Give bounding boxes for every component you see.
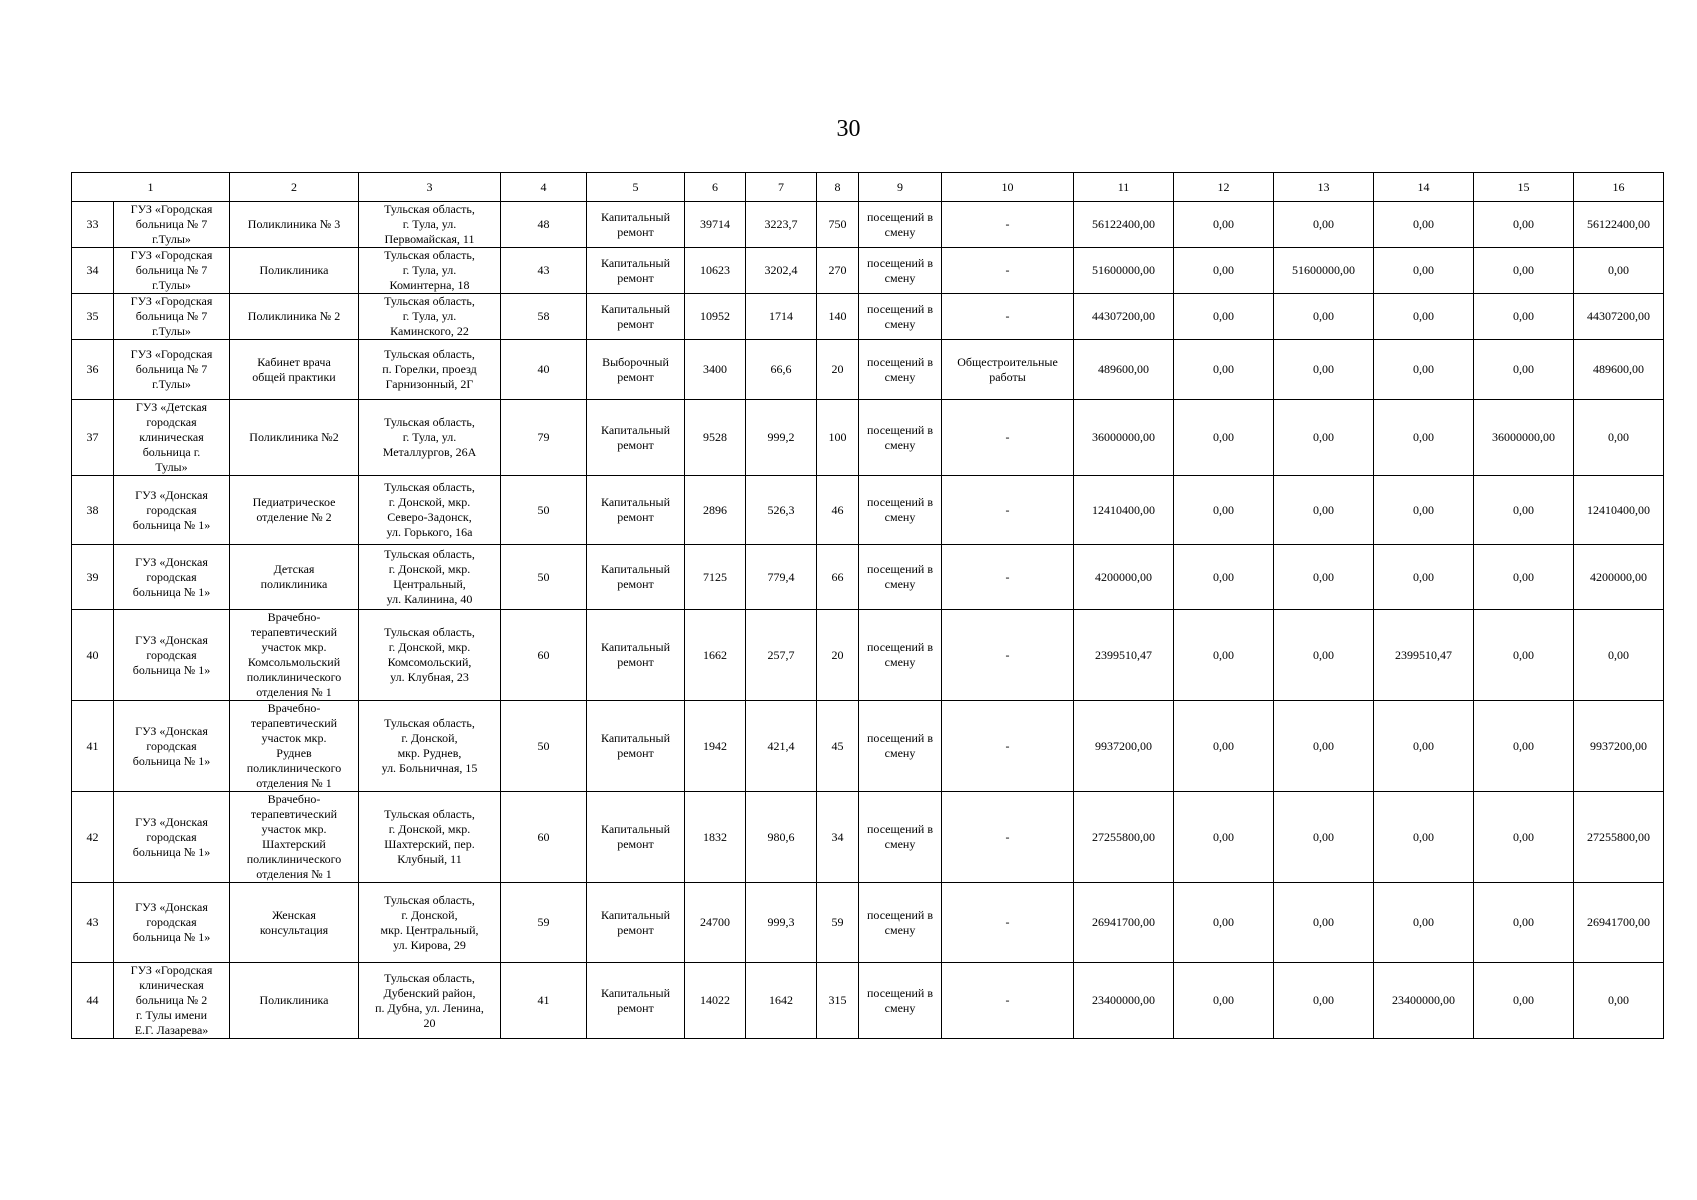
- table-cell: посещений в смену: [859, 294, 942, 340]
- table-row: [72, 610, 1664, 701]
- table-cell: -: [942, 476, 1074, 545]
- table-cell: 3400: [685, 340, 746, 400]
- table-cell: 50: [501, 476, 587, 545]
- table-cell: 0,00: [1374, 294, 1474, 340]
- column-header: 9: [859, 173, 942, 202]
- table-cell: 26941700,00: [1574, 883, 1664, 963]
- table-cell: 39714: [685, 202, 746, 248]
- table-body: [72, 173, 1664, 1039]
- table-cell: Капитальный ремонт: [587, 400, 685, 476]
- table-cell: 0,00: [1374, 476, 1474, 545]
- table-cell: 23400000,00: [1374, 963, 1474, 1039]
- table-cell: 0,00: [1274, 202, 1374, 248]
- table-cell: 0,00: [1474, 963, 1574, 1039]
- table-cell: 0,00: [1474, 476, 1574, 545]
- table-cell: Общестроительные работы: [942, 340, 1074, 400]
- table-cell: 7125: [685, 545, 746, 610]
- table-cell: посещений в смену: [859, 340, 942, 400]
- table-cell: 3223,7: [746, 202, 817, 248]
- column-header: 12: [1174, 173, 1274, 202]
- table-cell: Женская консультация: [230, 883, 359, 963]
- table-cell: ГУЗ «Донская городская больница № 1»: [114, 610, 230, 701]
- table-cell: 60: [501, 610, 587, 701]
- table-cell: 526,3: [746, 476, 817, 545]
- table-cell: 0,00: [1174, 476, 1274, 545]
- table-cell: 34: [72, 248, 114, 294]
- table-cell: 50: [501, 701, 587, 792]
- data-table: [71, 172, 1664, 1039]
- table-cell: 66,6: [746, 340, 817, 400]
- page-number: 30: [836, 116, 861, 142]
- table-cell: 0,00: [1174, 883, 1274, 963]
- table-cell: 36000000,00: [1074, 400, 1174, 476]
- table-cell: 26941700,00: [1074, 883, 1174, 963]
- table-cell: 35: [72, 294, 114, 340]
- table-cell: 37: [72, 400, 114, 476]
- header-row: [72, 173, 1664, 202]
- table-cell: 315: [817, 963, 859, 1039]
- table-cell: 56122400,00: [1574, 202, 1664, 248]
- table-cell: 79: [501, 400, 587, 476]
- table-cell: посещений в смену: [859, 202, 942, 248]
- table-cell: 2896: [685, 476, 746, 545]
- table-cell: 0,00: [1474, 610, 1574, 701]
- table-cell: 0,00: [1174, 202, 1274, 248]
- table-cell: 0,00: [1274, 294, 1374, 340]
- table-cell: 1832: [685, 792, 746, 883]
- table-cell: 0,00: [1174, 963, 1274, 1039]
- column-header: 4: [501, 173, 587, 202]
- table-cell: 59: [501, 883, 587, 963]
- table-cell: Поликлиника: [230, 963, 359, 1039]
- table-cell: 41: [72, 701, 114, 792]
- table-cell: посещений в смену: [859, 883, 942, 963]
- table-cell: 489600,00: [1574, 340, 1664, 400]
- table-cell: 0,00: [1474, 340, 1574, 400]
- table-cell: 66: [817, 545, 859, 610]
- table-cell: 0,00: [1574, 963, 1664, 1039]
- table-row: [72, 294, 1664, 340]
- table-cell: 3202,4: [746, 248, 817, 294]
- column-header: 14: [1374, 173, 1474, 202]
- table-cell: Капитальный ремонт: [587, 294, 685, 340]
- table-cell: 1942: [685, 701, 746, 792]
- table-cell: 0,00: [1574, 610, 1664, 701]
- table-cell: 48: [501, 202, 587, 248]
- table-cell: 0,00: [1274, 340, 1374, 400]
- table-cell: 0,00: [1174, 340, 1274, 400]
- table-cell: -: [942, 202, 1074, 248]
- table-cell: Тульская область, г. Донской, мкр. Центральный, ул. Калинина, 40: [359, 545, 501, 610]
- table-cell: Капитальный ремонт: [587, 545, 685, 610]
- table-cell: 0,00: [1174, 610, 1274, 701]
- table-cell: посещений в смену: [859, 400, 942, 476]
- table-cell: Тульская область, г. Донской, мкр. Центральный, ул. Кирова, 29: [359, 883, 501, 963]
- table-cell: 140: [817, 294, 859, 340]
- table-cell: 50: [501, 545, 587, 610]
- table-cell: 0,00: [1474, 545, 1574, 610]
- table-cell: посещений в смену: [859, 610, 942, 701]
- table-cell: посещений в смену: [859, 701, 942, 792]
- table-cell: Поликлиника № 3: [230, 202, 359, 248]
- table-cell: 44307200,00: [1074, 294, 1174, 340]
- table-cell: 0,00: [1174, 701, 1274, 792]
- table-row: [72, 792, 1664, 883]
- table-cell: Капитальный ремонт: [587, 610, 685, 701]
- table-cell: Поликлиника №2: [230, 400, 359, 476]
- table-cell: 36: [72, 340, 114, 400]
- table-cell: 1662: [685, 610, 746, 701]
- table-cell: 4200000,00: [1074, 545, 1174, 610]
- table-row: [72, 400, 1664, 476]
- table-row: [72, 476, 1664, 545]
- table-cell: Врачебно- терапевтический участок мкр. Комсольмольский поликлинического отделения № 1: [230, 610, 359, 701]
- table-cell: -: [942, 400, 1074, 476]
- table-row: [72, 340, 1664, 400]
- table-cell: посещений в смену: [859, 792, 942, 883]
- table-cell: 0,00: [1374, 701, 1474, 792]
- table-cell: Тульская область, г. Донской, мкр. Руднев, ул. Больничная, 15: [359, 701, 501, 792]
- table-cell: 0,00: [1474, 701, 1574, 792]
- table-cell: 1714: [746, 294, 817, 340]
- table-cell: ГУЗ «Городская больница № 7 г.Тулы»: [114, 202, 230, 248]
- table-cell: 0,00: [1474, 294, 1574, 340]
- table-cell: 20: [817, 610, 859, 701]
- table-cell: 36000000,00: [1474, 400, 1574, 476]
- table-cell: 43: [72, 883, 114, 963]
- table-cell: 0,00: [1274, 792, 1374, 883]
- column-header: 13: [1274, 173, 1374, 202]
- table-cell: Капитальный ремонт: [587, 792, 685, 883]
- table-cell: Капитальный ремонт: [587, 202, 685, 248]
- table-row: [72, 883, 1664, 963]
- table-cell: Капитальный ремонт: [587, 701, 685, 792]
- table-cell: 0,00: [1174, 248, 1274, 294]
- table-cell: 0,00: [1574, 248, 1664, 294]
- table-cell: 0,00: [1374, 545, 1474, 610]
- table-cell: -: [942, 963, 1074, 1039]
- table-cell: Тульская область, г. Тула, ул. Коминтерна, 18: [359, 248, 501, 294]
- table-cell: 24700: [685, 883, 746, 963]
- table-cell: 20: [817, 340, 859, 400]
- table-cell: ГУЗ «Донская городская больница № 1»: [114, 792, 230, 883]
- table-cell: 38: [72, 476, 114, 545]
- table-cell: Врачебно- терапевтический участок мкр. Руднев поликлинического отделения № 1: [230, 701, 359, 792]
- column-header: 2: [230, 173, 359, 202]
- table-cell: 12410400,00: [1074, 476, 1174, 545]
- table-cell: -: [942, 792, 1074, 883]
- table-cell: Кабинет врача общей практики: [230, 340, 359, 400]
- table-cell: 750: [817, 202, 859, 248]
- table-cell: 0,00: [1274, 701, 1374, 792]
- table-cell: Тульская область, г. Донской, мкр. Комсомольский, ул. Клубная, 23: [359, 610, 501, 701]
- table-cell: 45: [817, 701, 859, 792]
- table-cell: -: [942, 610, 1074, 701]
- table-cell: 999,3: [746, 883, 817, 963]
- table-cell: 489600,00: [1074, 340, 1174, 400]
- table-cell: 9528: [685, 400, 746, 476]
- column-header: 3: [359, 173, 501, 202]
- table-cell: 0,00: [1574, 400, 1664, 476]
- table-cell: Тульская область, г. Донской, мкр. Северо-Задонск, ул. Горького, 16а: [359, 476, 501, 545]
- table-cell: 0,00: [1274, 545, 1374, 610]
- table-cell: 10952: [685, 294, 746, 340]
- table-cell: 58: [501, 294, 587, 340]
- table-cell: 27255800,00: [1574, 792, 1664, 883]
- table-cell: 33: [72, 202, 114, 248]
- column-header: 7: [746, 173, 817, 202]
- table-cell: -: [942, 883, 1074, 963]
- table-cell: посещений в смену: [859, 248, 942, 294]
- table-cell: Выборочный ремонт: [587, 340, 685, 400]
- table-cell: Капитальный ремонт: [587, 476, 685, 545]
- column-header: 16: [1574, 173, 1664, 202]
- table-cell: -: [942, 248, 1074, 294]
- table-cell: 0,00: [1474, 248, 1574, 294]
- table-cell: 1642: [746, 963, 817, 1039]
- table-cell: ГУЗ «Донская городская больница № 1»: [114, 545, 230, 610]
- table-cell: Капитальный ремонт: [587, 248, 685, 294]
- table-cell: ГУЗ «Донская городская больница № 1»: [114, 701, 230, 792]
- table-cell: Врачебно- терапевтический участок мкр. Шахтерский поликлинического отделения № 1: [230, 792, 359, 883]
- table-cell: 44307200,00: [1574, 294, 1664, 340]
- table-cell: 0,00: [1274, 610, 1374, 701]
- table-cell: 0,00: [1374, 248, 1474, 294]
- table-cell: 2399510,47: [1074, 610, 1174, 701]
- table-cell: 27255800,00: [1074, 792, 1174, 883]
- table-cell: 421,4: [746, 701, 817, 792]
- table-cell: 34: [817, 792, 859, 883]
- table-row: [72, 963, 1664, 1039]
- table-cell: 0,00: [1274, 400, 1374, 476]
- table-cell: 0,00: [1174, 400, 1274, 476]
- table-cell: 14022: [685, 963, 746, 1039]
- table-cell: 0,00: [1474, 202, 1574, 248]
- table-cell: Педиатрическое отделение № 2: [230, 476, 359, 545]
- column-header: 5: [587, 173, 685, 202]
- table-cell: ГУЗ «Городская больница № 7 г.Тулы»: [114, 248, 230, 294]
- table-cell: 9937200,00: [1074, 701, 1174, 792]
- column-header: 11: [1074, 173, 1174, 202]
- table-cell: Поликлиника № 2: [230, 294, 359, 340]
- table-cell: ГУЗ «Детская городская клиническая больница г. Тулы»: [114, 400, 230, 476]
- table-cell: 257,7: [746, 610, 817, 701]
- table-cell: Тульская область, г. Тула, ул. Первомайская, 11: [359, 202, 501, 248]
- column-header: 6: [685, 173, 746, 202]
- table-cell: -: [942, 294, 1074, 340]
- table-cell: Тульская область, п. Горелки, проезд Гарнизонный, 2Г: [359, 340, 501, 400]
- table-cell: 100: [817, 400, 859, 476]
- table-cell: 270: [817, 248, 859, 294]
- table-cell: 23400000,00: [1074, 963, 1174, 1039]
- table-cell: ГУЗ «Городская больница № 7 г.Тулы»: [114, 340, 230, 400]
- table-row: [72, 248, 1664, 294]
- table-cell: 51600000,00: [1274, 248, 1374, 294]
- table-cell: 40: [501, 340, 587, 400]
- table-cell: 999,2: [746, 400, 817, 476]
- table-cell: 779,4: [746, 545, 817, 610]
- table-cell: 0,00: [1274, 963, 1374, 1039]
- table-cell: Поликлиника: [230, 248, 359, 294]
- table-cell: 10623: [685, 248, 746, 294]
- table-cell: Капитальный ремонт: [587, 963, 685, 1039]
- column-header: 8: [817, 173, 859, 202]
- table-cell: 46: [817, 476, 859, 545]
- table-cell: 56122400,00: [1074, 202, 1174, 248]
- table-cell: 9937200,00: [1574, 701, 1664, 792]
- table-cell: 2399510,47: [1374, 610, 1474, 701]
- table-cell: -: [942, 701, 1074, 792]
- table-cell: Тульская область, Дубенский район, п. Дубна, ул. Ленина, 20: [359, 963, 501, 1039]
- table-cell: 0,00: [1474, 792, 1574, 883]
- table-cell: Детская поликлиника: [230, 545, 359, 610]
- table-cell: 12410400,00: [1574, 476, 1664, 545]
- table-cell: -: [942, 545, 1074, 610]
- table-cell: Тульская область, г. Тула, ул. Металлургов, 26А: [359, 400, 501, 476]
- table-row: [72, 202, 1664, 248]
- table-cell: 39: [72, 545, 114, 610]
- table-cell: 40: [72, 610, 114, 701]
- column-header: 10: [942, 173, 1074, 202]
- table-cell: 0,00: [1474, 883, 1574, 963]
- table-cell: ГУЗ «Городская больница № 7 г.Тулы»: [114, 294, 230, 340]
- table-cell: 0,00: [1174, 294, 1274, 340]
- table-cell: 0,00: [1374, 792, 1474, 883]
- table-cell: 0,00: [1374, 400, 1474, 476]
- table-cell: 0,00: [1374, 202, 1474, 248]
- table-cell: 0,00: [1274, 476, 1374, 545]
- table-cell: 44: [72, 963, 114, 1039]
- table-cell: 41: [501, 963, 587, 1039]
- table-cell: посещений в смену: [859, 963, 942, 1039]
- table-cell: 4200000,00: [1574, 545, 1664, 610]
- table-cell: 59: [817, 883, 859, 963]
- column-header: 15: [1474, 173, 1574, 202]
- table-cell: 0,00: [1174, 792, 1274, 883]
- column-header: 1: [72, 173, 230, 202]
- table-cell: Тульская область, г. Донской, мкр. Шахтерский, пер. Клубный, 11: [359, 792, 501, 883]
- table-cell: 42: [72, 792, 114, 883]
- table-cell: ГУЗ «Донская городская больница № 1»: [114, 476, 230, 545]
- table-cell: 43: [501, 248, 587, 294]
- table-cell: Капитальный ремонт: [587, 883, 685, 963]
- table-cell: 0,00: [1374, 883, 1474, 963]
- table-cell: ГУЗ «Донская городская больница № 1»: [114, 883, 230, 963]
- table-cell: ГУЗ «Городская клиническая больница № 2 г. Тулы имени Е.Г. Лазарева»: [114, 963, 230, 1039]
- table-cell: 980,6: [746, 792, 817, 883]
- table-cell: 51600000,00: [1074, 248, 1174, 294]
- table-cell: 60: [501, 792, 587, 883]
- table-cell: 0,00: [1374, 340, 1474, 400]
- table-cell: посещений в смену: [859, 545, 942, 610]
- table-cell: Тульская область, г. Тула, ул. Каминского, 22: [359, 294, 501, 340]
- table-cell: 0,00: [1174, 545, 1274, 610]
- table-row: [72, 545, 1664, 610]
- table-cell: посещений в смену: [859, 476, 942, 545]
- table-cell: 0,00: [1274, 883, 1374, 963]
- table-row: [72, 701, 1664, 792]
